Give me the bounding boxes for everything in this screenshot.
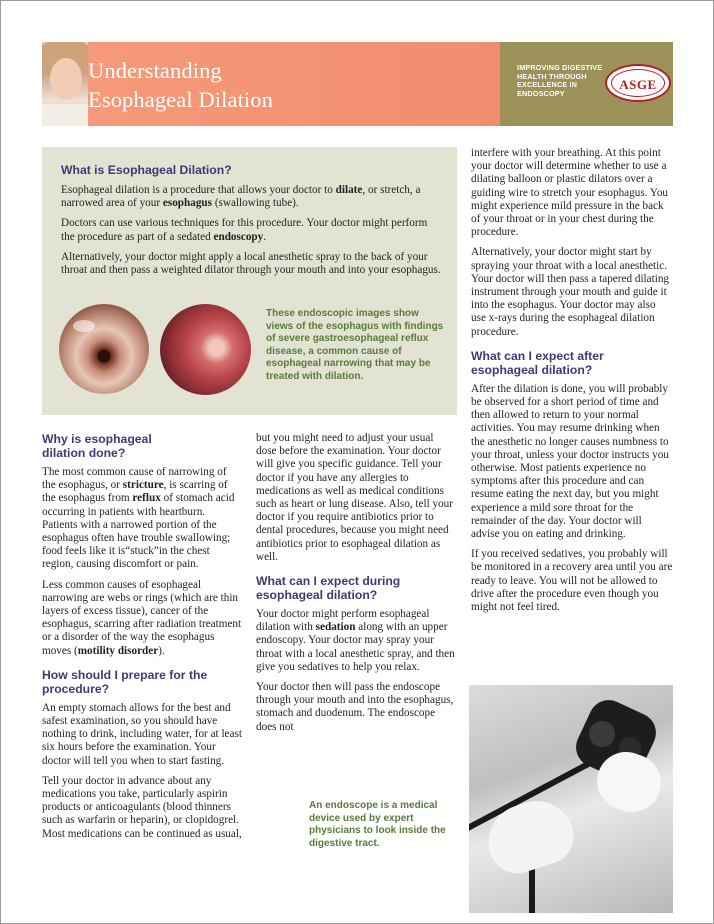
- asge-logo: [605, 64, 671, 102]
- tagline-line: EXCELLENCE IN: [517, 80, 578, 90]
- after-paragraph: After the dilation is done, you will probably be observed for a short period of time and then allowed to return to your normal activities. You may resume drinking when the anesthetic no longer causes numbness to your throat, unless your doctor instructs you otherwise. Most patients experience no symptoms after this procedure and can resume eating the next day, but you might experience a mild sore throat for the remainder of the day. Your doctor will advise you on eating and drinking.: [471, 382, 669, 541]
- intro-caption: These endoscopic images show views of the esophagus with findings of severe gastroesophageal reflux disease, a common cause of esophageal narrowing that may be treated with dilation.: [266, 308, 444, 382]
- column-2: [256, 432, 456, 741]
- prep-paragraph: Tell your doctor in advance about any medications you take, particularly aspirin products or anticoagulants (blood thinners such as warfarin or heparin), or clopidogrel. Most medications can be continued as usual,: [42, 774, 242, 840]
- endoscopic-image-1: [59, 304, 149, 394]
- prep-continued-paragraph: but you might need to adjust your usual dose before the examination. Your doctor will give you specific guidance. Tell your doctor if you have any allergies to medications as well as medical conditions such as heart or lung disease. Also, tell your doctor if you require antibiotics prior to dental procedures, because you might need antibiotics prior to esophageal dilation as well.: [256, 432, 453, 563]
- column-1: [42, 432, 242, 848]
- intro-heading: What is Esophageal Dilation?: [61, 163, 232, 177]
- intro-paragraph: Doctors can use various techniques for this procedure. Your doctor might perform the procedure as part of a sedated endoscopy.: [61, 217, 428, 243]
- logo-text: ASGE: [619, 77, 657, 92]
- intro-paragraph: Esophageal dilation is a procedure that allows your doctor to dilate, or stretch, a narrowed area of your esophagus (swallowing tube).: [61, 184, 421, 210]
- during-paragraph: Your doctor then will pass the endoscope through your mouth and into the esophagus, stomach and duodenum. The endoscope does not: [256, 681, 454, 733]
- prep-paragraph: An empty stomach allows for the best and safest examination, so you should have nothing to drink, including water, for at least six hours before the examination. Your doctor will tell you when to start fasting.: [42, 701, 242, 767]
- endoscope-caption: An endoscope is a medical device used by expert physicians to look inside the digestive tract.: [309, 800, 446, 849]
- endoscope-photo: [469, 685, 673, 913]
- prep-heading: How should I prepare for the procedure?: [42, 667, 208, 696]
- why-heading: Why is esophageal dilation done?: [42, 432, 152, 460]
- why-paragraph: The most common cause of narrowing of the esophagus, or stricture, is scarring of the esophagus from reflux of stomach acid occurring in patients with heartburn. Patients with a narrowed portion of the esophagus often have trouble swallowing; food feels like it is“stuck”in the chest region, causing discomfort or pain.: [42, 466, 235, 571]
- during-continued-paragraph: interfere with your breathing. At this point your doctor will determine whether to use a dilating balloon or plastic dilators over a guiding wire to stretch your esophagus. You might experience mild pressure in the back of your throat or in your chest during the procedure.: [471, 147, 669, 239]
- during-heading: What can I expect during esophageal dilation?: [256, 574, 401, 603]
- during-continued-paragraph: Alternatively, your doctor might start by spraying your throat with a local anesthetic. Your doctor will then pass a tapered dilating instrument through your mouth and guide it into the esophagus. Your doctor may also use x-rays during the esophageal dilation procedure.: [471, 246, 670, 338]
- after-paragraph: If you received sedatives, you probably will be monitored in a recovery area until you are ready to leave. You will not be allowed to drive after the procedure even though you might not feel tired.: [471, 548, 673, 614]
- doctor-portrait-image: [42, 42, 88, 126]
- column-3: [471, 147, 673, 621]
- tagline-line: HEALTH THROUGH: [517, 71, 587, 81]
- tagline-line: ENDOSCOPY: [517, 88, 565, 98]
- endoscopic-image-2: [160, 304, 251, 395]
- during-paragraph: Your doctor might perform esophageal dilation with sedation along with an upper endoscopy. Your doctor may spray your throat with a local anesthetic spray, and then give you sedatives to help you relax.: [256, 608, 455, 673]
- tagline-line: IMPROVING DIGESTIVE: [517, 63, 603, 72]
- tagline: [517, 64, 607, 98]
- intro-text: [61, 163, 441, 284]
- page-title-line1: Understanding: [88, 58, 222, 83]
- why-paragraph: Less common causes of esophageal narrowing are webs or rings (which are thin layers of excess tissue), cancer of the esophagus, scarring after radiation treatment or a disorder of the way the esophagus moves (motility disorder).: [42, 578, 242, 657]
- after-heading: What can I expect after esophageal dilation?: [471, 348, 604, 377]
- header-banner: [42, 42, 673, 126]
- page-title-line2: Esophageal Dilation: [88, 87, 273, 112]
- page-title: [88, 56, 388, 114]
- intro-paragraph: Alternatively, your doctor might apply a local anesthetic spray to the back of your throat and then pass a weighted dilator through your mouth and into your esophagus.: [61, 250, 441, 277]
